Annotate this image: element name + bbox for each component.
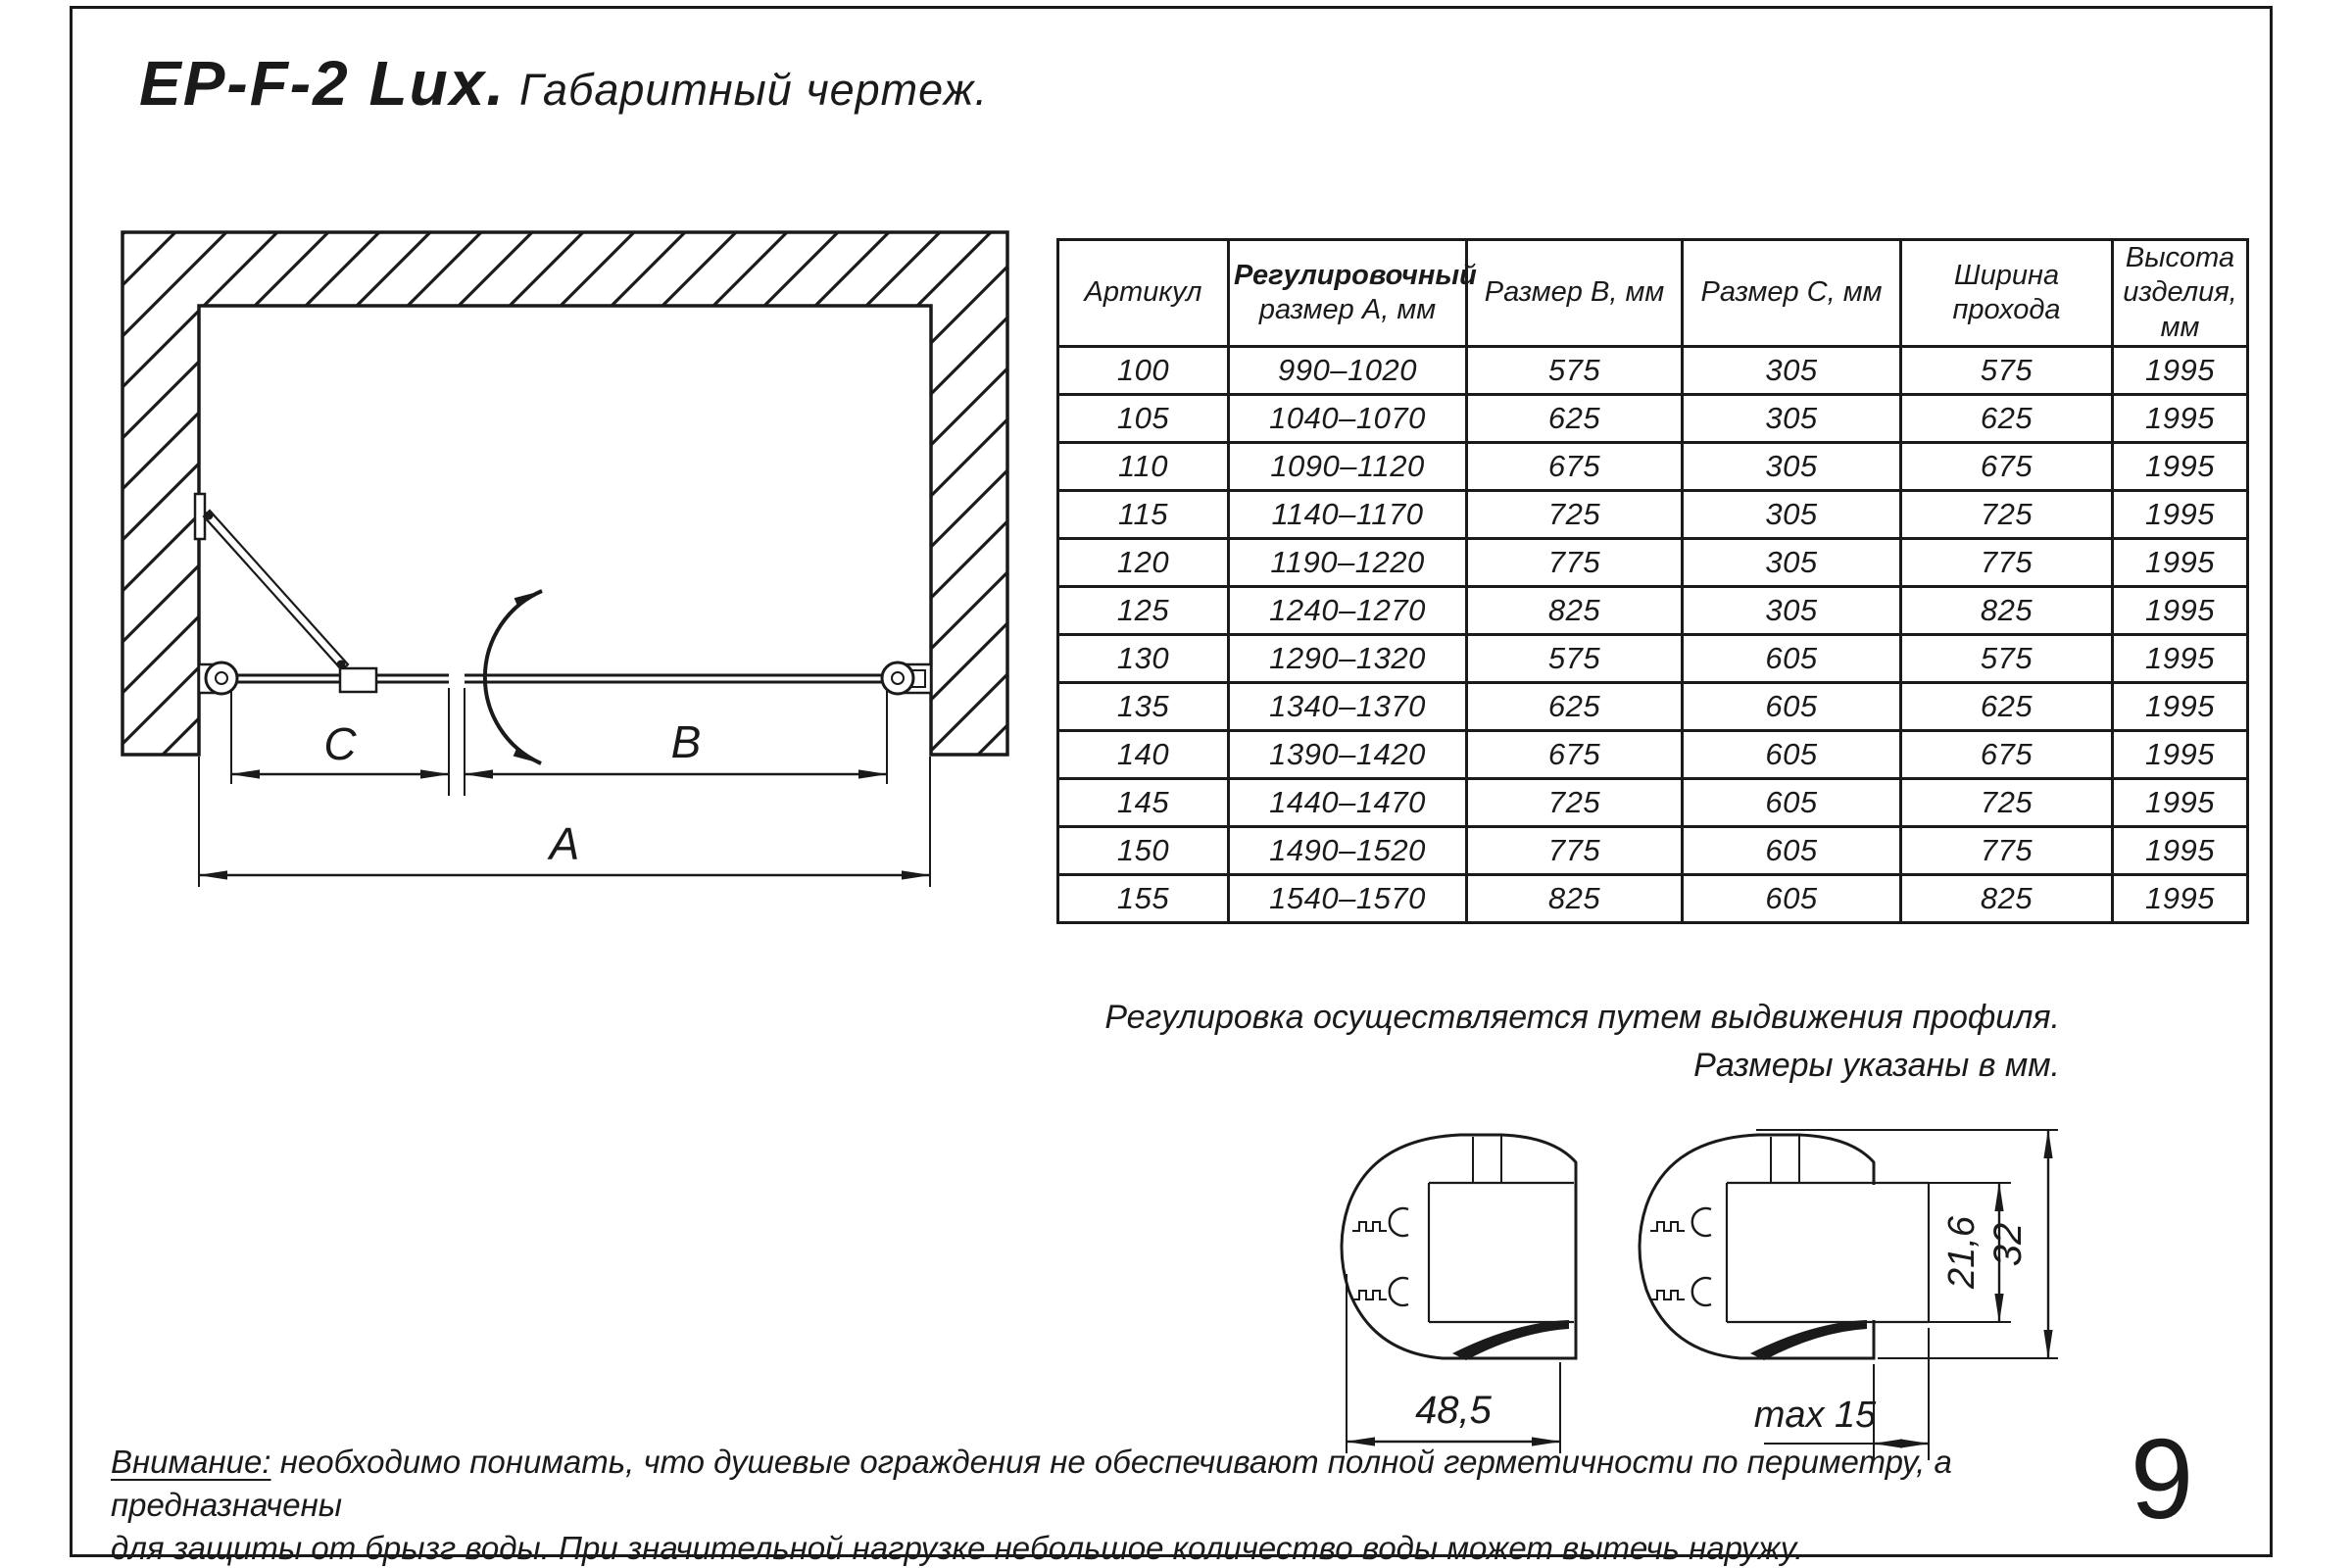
table-cell: 675 bbox=[1467, 731, 1683, 779]
table-cell: 1490–1520 bbox=[1229, 827, 1467, 875]
table-cell: 1440–1470 bbox=[1229, 779, 1467, 827]
table-row bbox=[1058, 347, 2248, 395]
table-cell: 825 bbox=[1901, 875, 2113, 923]
note-line-1: Регулировка осуществляется путем выдвижения профиля. bbox=[1104, 999, 2060, 1036]
table-cell: 1290–1320 bbox=[1229, 635, 1467, 683]
table-row bbox=[1058, 875, 2248, 923]
table-cell: 1995 bbox=[2113, 731, 2248, 779]
table-cell: 1995 bbox=[2113, 539, 2248, 587]
warning-line-1: Внимание: необходимо понимать, что душевые ограждения не обеспечивают полной герметичности по периметру, а предназначены bbox=[111, 1444, 1952, 1523]
product-model: EP-F-2 Lux. bbox=[139, 48, 507, 119]
table-cell: 305 bbox=[1683, 587, 1901, 635]
table-cell: 625 bbox=[1467, 395, 1683, 443]
table-row bbox=[1058, 683, 2248, 731]
table-cell: 675 bbox=[1467, 443, 1683, 491]
table-cell: 1995 bbox=[2113, 683, 2248, 731]
profile-height-label: 32 bbox=[1986, 1222, 2030, 1267]
table-cell: 145 bbox=[1058, 779, 1229, 827]
profile-channel-height-label: 21,6 bbox=[1941, 1216, 1983, 1289]
table-cell: 305 bbox=[1683, 491, 1901, 539]
table-cell: 575 bbox=[1467, 347, 1683, 395]
table-cell: 625 bbox=[1467, 683, 1683, 731]
table-row bbox=[1058, 635, 2248, 683]
table-row bbox=[1058, 731, 2248, 779]
table-cell: 1995 bbox=[2113, 827, 2248, 875]
col-header-article: Артикул bbox=[1058, 240, 1229, 347]
table-cell: 105 bbox=[1058, 395, 1229, 443]
table-cell: 605 bbox=[1683, 635, 1901, 683]
table-cell: 1995 bbox=[2113, 779, 2248, 827]
table-cell: 1995 bbox=[2113, 875, 2248, 923]
table-cell: 1140–1170 bbox=[1229, 491, 1467, 539]
table-cell: 305 bbox=[1683, 395, 1901, 443]
size-table bbox=[1056, 238, 2249, 924]
table-cell: 1040–1070 bbox=[1229, 395, 1467, 443]
table-cell: 1540–1570 bbox=[1229, 875, 1467, 923]
table-cell: 1995 bbox=[2113, 443, 2248, 491]
table-cell: 305 bbox=[1683, 443, 1901, 491]
profile-section-right bbox=[1640, 1135, 1929, 1360]
table-cell: 110 bbox=[1058, 443, 1229, 491]
warning-line-2: для защиты от брызг воды. При значительной нагрузке небольшое количество воды может вытечь наружу. bbox=[111, 1530, 1804, 1566]
size-table-header bbox=[1058, 240, 2248, 347]
table-cell: 305 bbox=[1683, 539, 1901, 587]
table-cell: 625 bbox=[1901, 395, 2113, 443]
table-cell: 605 bbox=[1683, 731, 1901, 779]
table-cell: 1995 bbox=[2113, 491, 2248, 539]
table-cell: 990–1020 bbox=[1229, 347, 1467, 395]
table-cell: 825 bbox=[1467, 875, 1683, 923]
table-row bbox=[1058, 827, 2248, 875]
table-cell: 775 bbox=[1901, 827, 2113, 875]
table-cell: 1995 bbox=[2113, 635, 2248, 683]
table-cell: 120 bbox=[1058, 539, 1229, 587]
table-cell: 305 bbox=[1683, 347, 1901, 395]
warning-text bbox=[111, 1441, 2051, 1568]
table-row bbox=[1058, 587, 2248, 635]
table-cell: 575 bbox=[1901, 635, 2113, 683]
profile-section-left bbox=[1342, 1135, 1576, 1360]
size-table-body bbox=[1058, 347, 2248, 923]
table-cell: 150 bbox=[1058, 827, 1229, 875]
door-swing-arc bbox=[485, 591, 542, 763]
table-cell: 825 bbox=[1467, 587, 1683, 635]
left-wall-profile bbox=[206, 662, 237, 694]
table-row bbox=[1058, 539, 2248, 587]
table-cell: 725 bbox=[1467, 779, 1683, 827]
table-cell: 775 bbox=[1901, 539, 2113, 587]
page-number: 9 bbox=[2130, 1415, 2194, 1543]
bar-pivot-wall bbox=[205, 512, 214, 520]
table-cell: 725 bbox=[1467, 491, 1683, 539]
table-cell: 675 bbox=[1901, 443, 2113, 491]
table-cell: 135 bbox=[1058, 683, 1229, 731]
col-header-size-b: Размер В, мм bbox=[1467, 240, 1683, 347]
table-cell: 605 bbox=[1683, 683, 1901, 731]
profile-max-extension-label: max 15 bbox=[1753, 1395, 1877, 1436]
table-cell: 605 bbox=[1683, 827, 1901, 875]
table-row bbox=[1058, 443, 2248, 491]
table-cell: 115 bbox=[1058, 491, 1229, 539]
table-cell: 1090–1120 bbox=[1229, 443, 1467, 491]
table-row bbox=[1058, 395, 2248, 443]
table-cell: 725 bbox=[1901, 779, 2113, 827]
table-cell: 725 bbox=[1901, 491, 2113, 539]
table-cell: 575 bbox=[1467, 635, 1683, 683]
table-cell: 1190–1220 bbox=[1229, 539, 1467, 587]
warning-lead: Внимание: bbox=[111, 1444, 271, 1480]
table-cell: 1240–1270 bbox=[1229, 587, 1467, 635]
table-cell: 825 bbox=[1901, 587, 2113, 635]
dim-c-label: C bbox=[323, 718, 357, 769]
table-cell: 1995 bbox=[2113, 395, 2248, 443]
table-cell: 100 bbox=[1058, 347, 1229, 395]
adjustment-notes bbox=[1076, 994, 2060, 1090]
dim-b-label: B bbox=[670, 716, 702, 767]
table-cell: 575 bbox=[1901, 347, 2113, 395]
table-cell: 140 bbox=[1058, 731, 1229, 779]
col-header-size-c: Размер С, мм bbox=[1683, 240, 1901, 347]
col-header-pass-width: Ширина прохода bbox=[1901, 240, 2113, 347]
drawing-subtitle: Габаритный чертеж. bbox=[519, 65, 989, 115]
glass-clamp bbox=[340, 668, 376, 692]
right-wall-profile bbox=[882, 662, 913, 694]
col-header-height: Высота изделия, мм bbox=[2113, 240, 2248, 347]
table-cell: 775 bbox=[1467, 539, 1683, 587]
table-cell: 605 bbox=[1683, 875, 1901, 923]
col-header-size-a: Регулировочный размер А, мм bbox=[1229, 240, 1467, 347]
table-cell: 1340–1370 bbox=[1229, 683, 1467, 731]
door-panel-glass bbox=[465, 675, 885, 682]
table-cell: 1995 bbox=[2113, 347, 2248, 395]
table-cell: 605 bbox=[1683, 779, 1901, 827]
dim-a-label: A bbox=[549, 818, 580, 869]
table-cell: 675 bbox=[1901, 731, 2113, 779]
wall-profiles bbox=[199, 662, 931, 694]
table-cell: 625 bbox=[1901, 683, 2113, 731]
profile-width-label: 48,5 bbox=[1415, 1389, 1492, 1432]
table-cell: 125 bbox=[1058, 587, 1229, 635]
note-line-2: Размеры указаны в мм. bbox=[1693, 1047, 2060, 1084]
glass-panels bbox=[231, 675, 885, 682]
table-cell: 130 bbox=[1058, 635, 1229, 683]
table-cell: 775 bbox=[1467, 827, 1683, 875]
table-cell: 1995 bbox=[2113, 587, 2248, 635]
table-row bbox=[1058, 779, 2248, 827]
table-cell: 155 bbox=[1058, 875, 1229, 923]
table-cell: 1390–1420 bbox=[1229, 731, 1467, 779]
table-row bbox=[1058, 491, 2248, 539]
